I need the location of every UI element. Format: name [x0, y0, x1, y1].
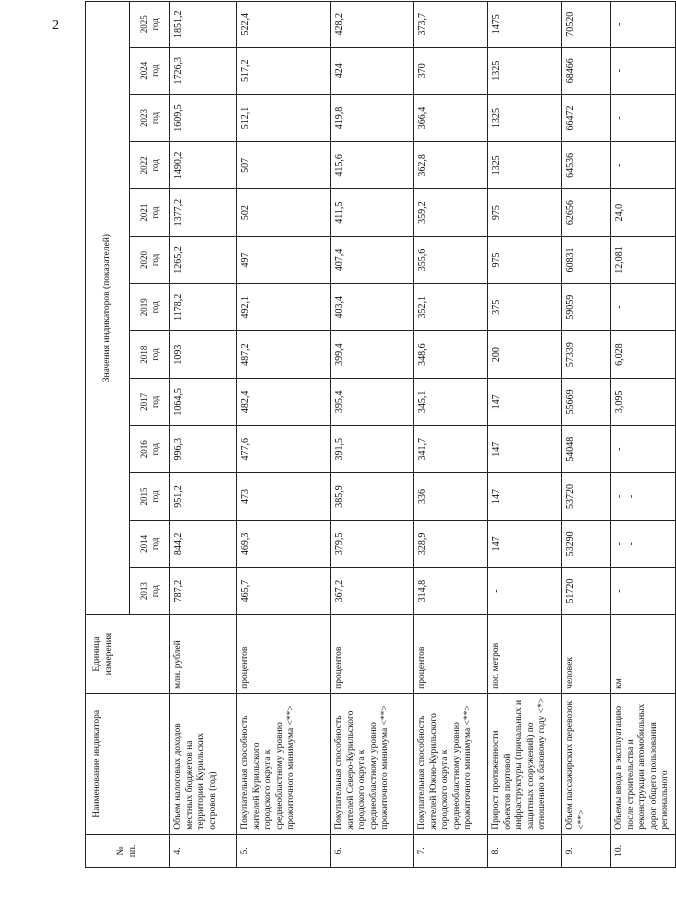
row-number: 5. [237, 834, 331, 867]
row-number: 4. [170, 834, 237, 867]
indicator-value: 352,1 [414, 284, 488, 331]
table-row [562, 2, 611, 868]
indicator-value: 424 [331, 47, 414, 94]
indicator-name: Объемы ввода в эксплуатацию после строительства и реконструкции автомобильных дорог общего пользования регионального [611, 693, 676, 834]
page-number: 2 [52, 18, 59, 33]
indicator-value: - - [611, 520, 676, 567]
indicator-value: 469,3 [237, 520, 331, 567]
indicator-value: 62656 [562, 189, 611, 236]
indicator-name: Объем пассажирских перевозок <**> [562, 693, 611, 834]
indicator-value: 6,028 [611, 331, 676, 378]
header-year: 2018 год [130, 331, 170, 378]
table-row [237, 2, 331, 868]
indicator-value: - [488, 567, 562, 614]
indicator-unit: пог. метров [488, 615, 562, 694]
indicator-value: 395,4 [331, 378, 414, 425]
indicators-table [85, 1, 676, 868]
header-year: 2020 год [130, 236, 170, 283]
row-number: 10. [611, 834, 676, 867]
indicator-name: Покупательная способность жителей Курильского городского округа к среднеобластному уровню прожиточного минимума <**> [237, 693, 331, 834]
indicator-value: - [611, 142, 676, 189]
table-row [170, 2, 237, 868]
indicator-value: - [611, 567, 676, 614]
indicator-value: 497 [237, 236, 331, 283]
indicator-value: 367,2 [331, 567, 414, 614]
indicator-value: 975 [488, 236, 562, 283]
header-year: 2019 год [130, 284, 170, 331]
indicator-value: 996,3 [170, 426, 237, 473]
header-year: 2023 год [130, 94, 170, 141]
indicator-name: Прирост протяженности объектов портовой инфраструктуры (причальных и защитных сооружений) по отношению к базовому году <*> [488, 693, 562, 834]
header-year: 2015 год [130, 473, 170, 520]
indicator-value: 1377,2 [170, 189, 237, 236]
indicator-value: 403,4 [331, 284, 414, 331]
header-unit: Единица измерения [86, 615, 170, 694]
indicator-unit: млн. рублей [170, 615, 237, 694]
indicator-name: Объем налоговых доходов местных бюджетов на территории Курильских островов (год) [170, 693, 237, 834]
indicator-value: 492,1 [237, 284, 331, 331]
header-year: 2016 год [130, 426, 170, 473]
table-row [414, 2, 488, 868]
row-number: 9. [562, 834, 611, 867]
indicator-unit: процентов [331, 615, 414, 694]
header-year: 2025 год [130, 2, 170, 48]
indicator-value: 428,2 [331, 2, 414, 48]
indicator-value: 512,1 [237, 94, 331, 141]
indicator-value: 411,5 [331, 189, 414, 236]
indicator-value: - [611, 2, 676, 48]
indicator-value: 370 [414, 47, 488, 94]
indicator-unit: человек [562, 615, 611, 694]
indicator-value: 1064,5 [170, 378, 237, 425]
header-name: Наименование индикатора [86, 693, 170, 834]
indicator-value: 391,5 [331, 426, 414, 473]
indicator-value: 355,6 [414, 236, 488, 283]
indicator-value: - [611, 426, 676, 473]
indicator-value: - [611, 94, 676, 141]
indicator-value: 473 [237, 473, 331, 520]
indicator-value: 147 [488, 426, 562, 473]
indicator-value: 787,2 [170, 567, 237, 614]
indicator-value: 341,7 [414, 426, 488, 473]
indicator-value: 66472 [562, 94, 611, 141]
indicator-value: 1325 [488, 94, 562, 141]
indicator-value: 1726,3 [170, 47, 237, 94]
row-number: 7. [414, 834, 488, 867]
indicator-value: 314,8 [414, 567, 488, 614]
indicator-value: - [611, 284, 676, 331]
indicator-value: 147 [488, 520, 562, 567]
table-row [611, 2, 676, 868]
indicator-value: 1475 [488, 2, 562, 48]
indicator-value: 1265,2 [170, 236, 237, 283]
indicator-value: 487,2 [237, 331, 331, 378]
header-year: 2017 год [130, 378, 170, 425]
indicator-unit: процентов [237, 615, 331, 694]
indicator-value: 55669 [562, 378, 611, 425]
indicator-value: 415,6 [331, 142, 414, 189]
indicator-value: 375 [488, 284, 562, 331]
indicator-value: 844,2 [170, 520, 237, 567]
indicator-value: 12,081 [611, 236, 676, 283]
header-year: 2013 год [130, 567, 170, 614]
indicator-value: 24,0 [611, 189, 676, 236]
indicator-value: 507 [237, 142, 331, 189]
indicator-value: 345,1 [414, 378, 488, 425]
indicator-value: 477,6 [237, 426, 331, 473]
header-year: 2024 год [130, 47, 170, 94]
indicator-value: 336 [414, 473, 488, 520]
indicator-value: - - [611, 473, 676, 520]
table-row [488, 2, 562, 868]
indicator-value: 59059 [562, 284, 611, 331]
indicator-value: 399,4 [331, 331, 414, 378]
indicator-value: 54048 [562, 426, 611, 473]
indicator-value: 366,4 [414, 94, 488, 141]
indicator-unit: км [611, 615, 676, 694]
indicator-value: 348,6 [414, 331, 488, 378]
indicator-value: 60831 [562, 236, 611, 283]
table-row [331, 2, 414, 868]
indicator-value: 57339 [562, 331, 611, 378]
indicator-value: 502 [237, 189, 331, 236]
indicator-value: 1490,2 [170, 142, 237, 189]
indicator-value: 1178,2 [170, 284, 237, 331]
rotated-table-wrapper [85, 1, 671, 868]
indicator-value: 522,4 [237, 2, 331, 48]
indicator-name: Покупательная способность жителей Северо-Курильского городского округа к среднеобластному уровню прожиточного минимума <**> [331, 693, 414, 834]
indicator-value: 70520 [562, 2, 611, 48]
indicator-value: 147 [488, 473, 562, 520]
indicator-value: 3,095 [611, 378, 676, 425]
indicator-value: 53290 [562, 520, 611, 567]
indicator-value: 1093 [170, 331, 237, 378]
indicator-value: 1609,5 [170, 94, 237, 141]
indicator-value: - [611, 47, 676, 94]
indicator-value: 385,9 [331, 473, 414, 520]
indicator-value: 53720 [562, 473, 611, 520]
indicator-value: 1325 [488, 142, 562, 189]
header-year: 2021 год [130, 189, 170, 236]
indicator-value: 328,9 [414, 520, 488, 567]
indicator-value: 482,4 [237, 378, 331, 425]
row-number: 6. [331, 834, 414, 867]
indicator-value: 373,7 [414, 2, 488, 48]
indicator-value: 68466 [562, 47, 611, 94]
indicator-name: Покупательная способность жителей Южно-Курильского городского округа к среднеобластному уровню прожиточного минимума <**> [414, 693, 488, 834]
indicator-value: 200 [488, 331, 562, 378]
header-values: Значения индикаторов (показателей) [86, 2, 130, 615]
indicator-value: 379,5 [331, 520, 414, 567]
indicator-value: 64536 [562, 142, 611, 189]
indicator-value: 1325 [488, 47, 562, 94]
indicator-value: 147 [488, 378, 562, 425]
indicator-unit: процентов [414, 615, 488, 694]
row-number: 8. [488, 834, 562, 867]
indicator-value: 419,8 [331, 94, 414, 141]
indicator-value: 517,2 [237, 47, 331, 94]
indicator-value: 465,7 [237, 567, 331, 614]
header-year: 2022 год [130, 142, 170, 189]
header-no: № пп. [86, 834, 170, 867]
header-year: 2014 год [130, 520, 170, 567]
indicator-value: 951,2 [170, 473, 237, 520]
indicator-value: 407,4 [331, 236, 414, 283]
indicator-value: 975 [488, 189, 562, 236]
indicator-value: 1851,2 [170, 2, 237, 48]
indicator-value: 362,8 [414, 142, 488, 189]
indicator-value: 51720 [562, 567, 611, 614]
indicator-value: 359,2 [414, 189, 488, 236]
